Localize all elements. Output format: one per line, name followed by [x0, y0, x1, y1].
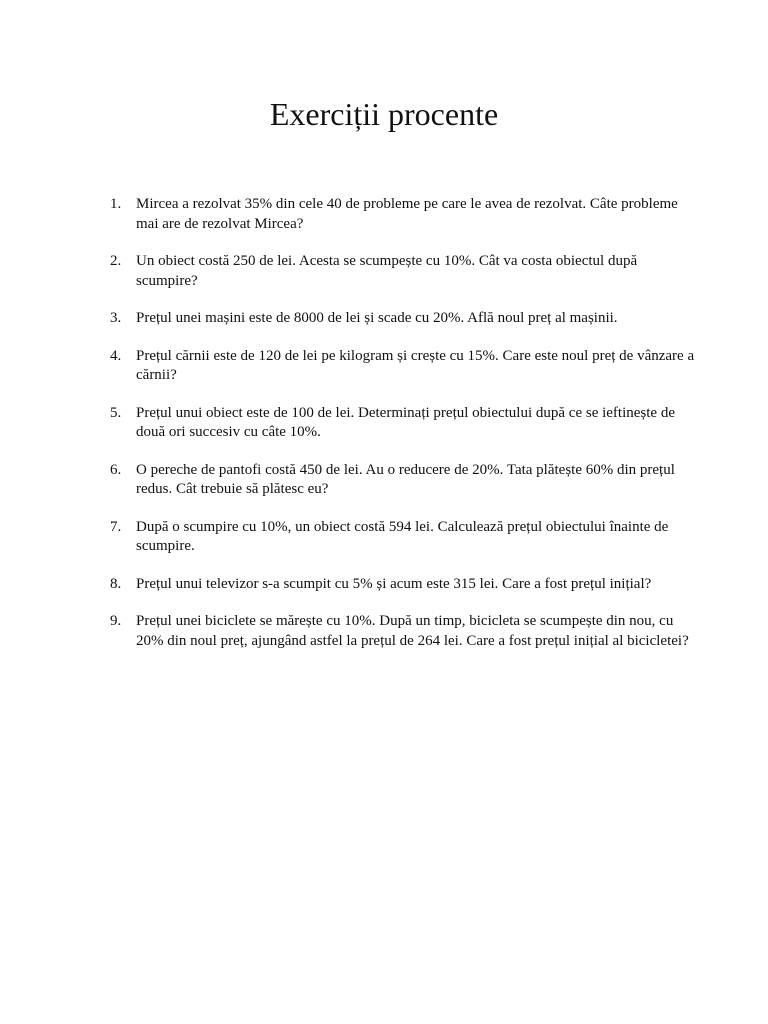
exercise-text: Prețul unei mașini este de 8000 de lei și scade cu 20%. Află noul preț al mașinii.	[136, 310, 618, 326]
exercise-number: 5.	[110, 404, 122, 421]
exercise-text: Mircea a rezolvat 35% din cele 40 de probleme pe care le avea de rezolvat. Câte probleme mai are de rezolvat Mircea?	[136, 196, 678, 232]
exercise-number: 6.	[110, 461, 122, 478]
exercise-item	[110, 612, 700, 651]
exercise-number: 9.	[110, 613, 122, 629]
exercise-text: Prețul unui televizor s-a scumpit cu 5% și acum este 315 lei. Care a fost prețul inițial?	[136, 575, 652, 592]
exercise-text: Prețul unui obiect este de 100 de lei. Determinați prețul obiectului după ce se ieftinește de două ori succesiv cu câte 10%.	[136, 404, 675, 440]
exercise-number: 3.	[110, 310, 122, 326]
exercise-item	[110, 195, 700, 234]
exercise-number: 8.	[110, 575, 122, 592]
exercise-text: Prețul cărnii este de 120 de lei pe kilogram și crește cu 15%. Care este noul preț de vânzare a cărnii?	[136, 347, 695, 383]
exercise-item	[110, 461, 700, 500]
exercise-number: 4.	[110, 347, 122, 364]
exercise-list	[110, 195, 700, 669]
exercise-item	[110, 309, 700, 329]
exercise-item	[110, 518, 700, 557]
exercise-text: Prețul unei biciclete se mărește cu 10%. După un timp, bicicleta se scumpește din nou, cu 20% din noul preț, ajungând astfel la prețul de 264 lei. Care a fost prețul inițial al bicicletei?	[136, 613, 689, 649]
exercise-number: 2.	[110, 253, 122, 269]
exercise-number: 7.	[110, 518, 122, 535]
exercise-text: După o scumpire cu 10%, un obiect costă 594 lei. Calculează prețul obiectului înainte de scumpire.	[136, 518, 669, 554]
exercise-item	[110, 252, 700, 291]
exercise-number: 1.	[110, 196, 122, 212]
exercise-item	[110, 575, 700, 595]
exercise-item	[110, 404, 700, 443]
document-title: Exerciții procente	[269, 96, 499, 132]
exercise-text: Un obiect costă 250 de lei. Acesta se scumpește cu 10%. Cât va costa obiectul după scumpire?	[136, 253, 638, 289]
exercise-text: O pereche de pantofi costă 450 de lei. Au o reducere de 20%. Tata plătește 60% din prețul redus. Cât trebuie să plătesc eu?	[136, 461, 675, 497]
exercise-item	[110, 347, 700, 386]
